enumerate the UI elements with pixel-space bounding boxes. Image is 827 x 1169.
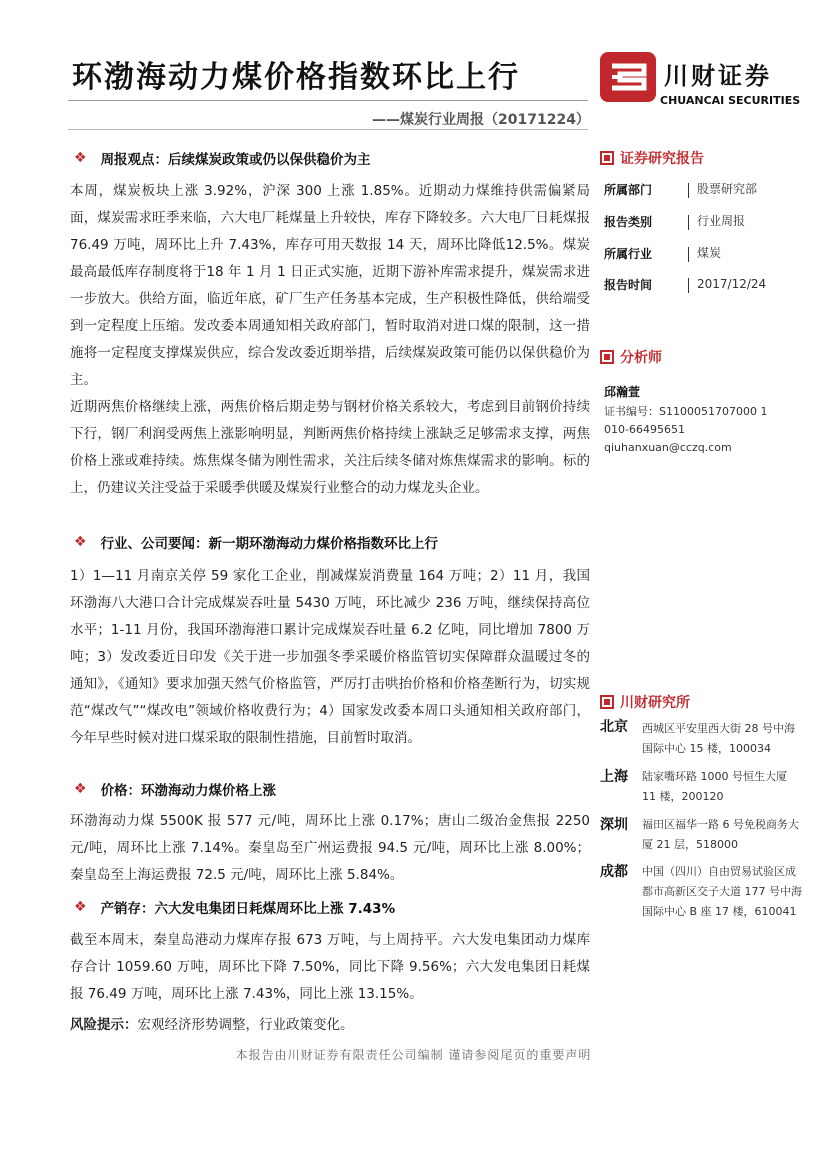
sidebar-heading-text: 分析师 bbox=[620, 350, 662, 366]
sidebar-heading-text: 证券研究报告 bbox=[620, 151, 704, 167]
paragraph: 1）1—11 月南京关停 59 家化工企业，削减煤炭消费量 164 万吨；2）11 月，我国环渤海八大港口合计完成煤炭吞吐量 5430 万吨，环比减少 236 万吨，继续保持高位水平；1-11 月份，我国环渤海港口累计完成煤炭吞吐量 6.2 亿吨，同比增加 7800 万吨；3）发改委近日印发《关于进一步加强冬季采暖价格监管切实保障群众温暖过冬的通知》，《通知》要求加强天然气价格监管，严厉打击哄抬价格和价格垄断行为，切实规范“煤改气”“煤改电”领域价格收费行为；4）国家发改委本周口头通知相关政府部门，今年早些时候对进口煤采取的限制性措施，目前暂时取消。 bbox=[70, 568, 590, 746]
section-heading-text: 价格：环渤海动力煤价格上涨 bbox=[100, 783, 277, 799]
info-row-date bbox=[604, 276, 766, 293]
info-row-industry bbox=[604, 245, 721, 262]
office-address: 西城区平安里西大街 28 号中海国际中心 15 楼，100034 bbox=[642, 722, 795, 755]
section-body-weekly-view bbox=[70, 178, 590, 394]
title-rule bbox=[68, 100, 588, 101]
section-body-coke bbox=[70, 394, 590, 502]
risk-warning bbox=[70, 1012, 590, 1039]
info-value: 行业周报 bbox=[688, 215, 745, 230]
analyst-name: 邱瀚萱 bbox=[604, 385, 641, 399]
section-heading-production bbox=[70, 897, 590, 917]
page-footer-disclaimer: 本报告由川财证券有限责任公司编制 谨请参阅尾页的重要声明 bbox=[235, 1048, 592, 1062]
info-key: 所属行业 bbox=[604, 247, 653, 261]
office-city: 北京 bbox=[600, 719, 628, 735]
report-subtitle: ——煤炭行业周报（20171224） bbox=[372, 112, 590, 128]
paragraph: 环渤海动力煤 5500K 报 577 元/吨，周环比上涨 0.17%；唐山二级冶金焦报 2250 元/吨，周环比上涨 7.14%。秦皇岛至广州运费报 94.5 元/吨，周环比上涨 8.00%；秦皇岛至上海运费报 72.5 元/吨，周环比上涨 5.84%。 bbox=[70, 813, 590, 883]
office-address: 福田区福华一路 6 号免税商务大厦 21 层，518000 bbox=[642, 818, 799, 851]
section-heading-text: 产销存：六大发电集团日耗煤周环比上涨 7.43% bbox=[100, 901, 396, 917]
analyst-cert: 证书编号：S1100051707000 1 bbox=[604, 405, 768, 418]
office-city: 成都 bbox=[600, 864, 628, 880]
sidebar-heading-report bbox=[600, 148, 704, 168]
info-key: 所属部门 bbox=[604, 183, 653, 197]
info-value: 煤炭 bbox=[688, 247, 721, 262]
diamond-bullet-icon: ❖ bbox=[74, 899, 87, 915]
paragraph: 本周，煤炭板块上涨 3.92%，沪深 300 上涨 1.85%。近期动力煤维持供需偏紧局面，煤炭需求旺季来临，六大电厂耗煤量上升较快，库存下降较多。六大电厂日耗煤报 76.49 万吨，周环比上升 7.43%，库存可用天数报 14 天，周环比降低12.5%。煤炭最高最低库存制度将于18 年 1 月 1 日正式实施，近期下游补库需求提升，煤炭需求进一步放大。供给方面，临近年底，矿厂生产任务基本完成，生产积极性降低，供给端受到一定程度上压缩。发改委本周通知相关政府部门，暂时取消对进口煤的限制，这一措施将一定程度支撑煤炭供应，综合发改委近期举措，后续煤炭政策可能仍以保供稳价为主。 bbox=[70, 183, 590, 388]
risk-label: 风险提示： bbox=[70, 1017, 138, 1033]
square-bullet-icon bbox=[600, 350, 614, 364]
diamond-bullet-icon: ❖ bbox=[74, 534, 87, 550]
report-title: 环渤海动力煤价格指数环比上行 bbox=[72, 60, 520, 95]
logo-text-cn: 川财证券 bbox=[664, 62, 772, 90]
diamond-bullet-icon: ❖ bbox=[74, 150, 87, 166]
info-row-category bbox=[604, 213, 745, 230]
square-bullet-icon bbox=[600, 695, 614, 709]
square-bullet-icon bbox=[600, 151, 614, 165]
sidebar-heading-text: 川财研究所 bbox=[620, 695, 690, 711]
section-heading-text: 行业、公司要闻：新一期环渤海动力煤价格指数环比上行 bbox=[100, 536, 439, 552]
info-value: 股票研究部 bbox=[688, 183, 757, 198]
office-city: 上海 bbox=[600, 769, 628, 785]
section-heading-news bbox=[70, 532, 590, 552]
office-address: 中国（四川）自由贸易试验区成都市高新区交子大道 177 号中海国际中心 B 座 17 楼，610041 bbox=[642, 865, 802, 918]
section-heading-text: 周报观点：后续煤炭政策或仍以保供稳价为主 bbox=[100, 152, 371, 168]
section-body-price bbox=[70, 808, 590, 889]
risk-text: 宏观经济形势调整，行业政策变化。 bbox=[137, 1017, 354, 1033]
info-key: 报告时间 bbox=[604, 278, 653, 292]
sidebar-heading-analyst bbox=[600, 347, 662, 367]
subtitle-rule bbox=[68, 129, 588, 130]
office-city: 深圳 bbox=[600, 817, 628, 833]
logo-text-en: CHUANCAI SECURITIES bbox=[660, 94, 801, 107]
info-value: 2017/12/24 bbox=[688, 278, 766, 293]
analyst-phone: 010-66495651 bbox=[604, 423, 685, 436]
section-heading-price bbox=[70, 779, 590, 799]
section-body-news bbox=[70, 563, 590, 752]
section-heading-weekly-view bbox=[70, 148, 590, 168]
section-body-production bbox=[70, 927, 590, 1008]
analyst-email[interactable]: qiuhanxuan@cczq.com bbox=[604, 441, 732, 454]
sidebar-heading-institute bbox=[600, 692, 690, 712]
paragraph: 截至本周末，秦皇岛港动力煤库存报 673 万吨，与上周持平。六大发电集团动力煤库存合计 1059.60 万吨，周环比下降 7.50%，同比下降 9.56%；六大发电集团日耗煤报 76.49 万吨，周环比上涨 7.43%，同比上涨 13.15%。 bbox=[70, 932, 590, 1002]
paragraph: 近期两焦价格继续上涨，两焦价格后期走势与钢材价格关系较大，考虑到目前钢价持续下行，钢厂利润受两焦上涨影响明显，判断两焦价格持续上涨缺乏足够需求支撑，两焦价格上涨或难持续。炼焦煤冬储为刚性需求，关注后续冬储对炼焦煤需求的影响。标的上，仍建议关注受益于采暖季供暖及煤炭行业整合的动力煤龙头企业。 bbox=[70, 399, 590, 496]
info-key: 报告类别 bbox=[604, 215, 653, 229]
diamond-bullet-icon: ❖ bbox=[74, 781, 87, 797]
office-address: 陆家嘴环路 1000 号恒生大厦 11 楼，200120 bbox=[642, 770, 787, 803]
chuancai-logo-icon bbox=[600, 52, 656, 102]
info-row-department bbox=[604, 181, 757, 198]
